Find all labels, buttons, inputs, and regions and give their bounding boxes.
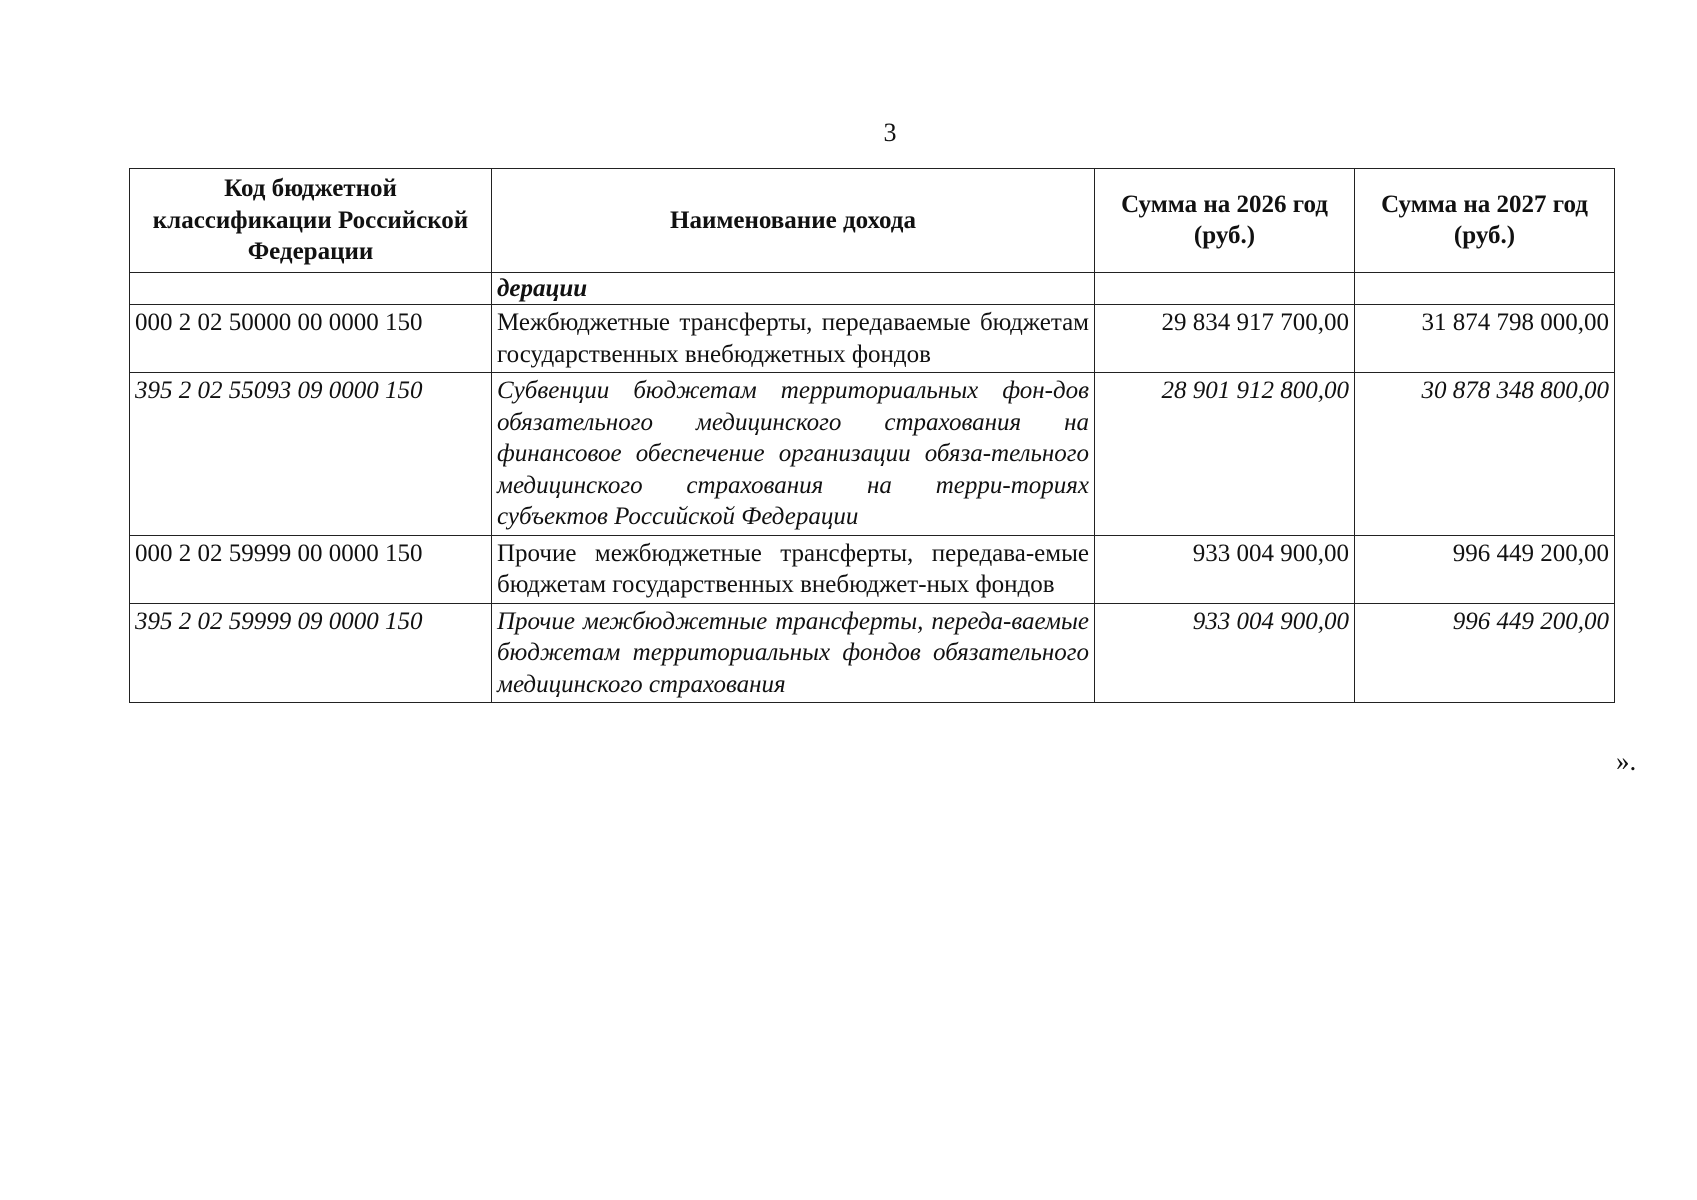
table-row	[130, 603, 1615, 703]
row-sum-2027: 996 449 200,00	[1355, 535, 1615, 603]
table-row	[130, 535, 1615, 603]
table-header-row	[130, 169, 1615, 273]
table-row	[130, 373, 1615, 536]
row-sum-2026: 933 004 900,00	[1095, 603, 1355, 703]
row-sum-2027: 31 874 798 000,00	[1355, 305, 1615, 373]
page-number: 3	[883, 118, 897, 147]
row-sum-2026: 28 901 912 800,00	[1095, 373, 1355, 536]
row-sum-2026: 933 004 900,00	[1095, 535, 1355, 603]
header-sum-2027: Сумма на 2027 год (руб.)	[1355, 169, 1615, 273]
row-code: 395 2 02 55093 09 0000 150	[130, 373, 492, 536]
header-code: Код бюджетной классификации Российской Федерации	[130, 169, 492, 273]
continuation-sum-2026-cell	[1095, 272, 1355, 305]
row-sum-2027: 30 878 348 800,00	[1355, 373, 1615, 536]
revenue-table	[129, 168, 1615, 703]
closing-quote: ».	[1616, 746, 1637, 776]
header-sum-2026: Сумма на 2026 год (руб.)	[1095, 169, 1355, 273]
continuation-text: дерации	[492, 272, 1095, 305]
row-name: Прочие межбюджетные трансферты, передава-емые бюджетам государственных внебюджет-ных фондов	[492, 535, 1095, 603]
row-sum-2027: 996 449 200,00	[1355, 603, 1615, 703]
row-name: Межбюджетные трансферты, передаваемые бюджетам государственных внебюджетных фондов	[492, 305, 1095, 373]
row-code: 000 2 02 50000 00 0000 150	[130, 305, 492, 373]
row-sum-2026: 29 834 917 700,00	[1095, 305, 1355, 373]
header-name: Наименование дохода	[492, 169, 1095, 273]
continuation-code-cell	[130, 272, 492, 305]
row-code: 000 2 02 59999 00 0000 150	[130, 535, 492, 603]
continuation-row	[130, 272, 1615, 305]
continuation-sum-2027-cell	[1355, 272, 1615, 305]
row-name: Прочие межбюджетные трансферты, переда-ваемые бюджетам территориальных фондов обязательного медицинского страхования	[492, 603, 1095, 703]
row-code: 395 2 02 59999 09 0000 150	[130, 603, 492, 703]
table-row	[130, 305, 1615, 373]
row-name: Субвенции бюджетам территориальных фон-дов обязательного медицинского страхования на финансовое обеспечение организации обяза-тельного медицинского страхования на терри-ториях субъектов Российской Федерации	[492, 373, 1095, 536]
